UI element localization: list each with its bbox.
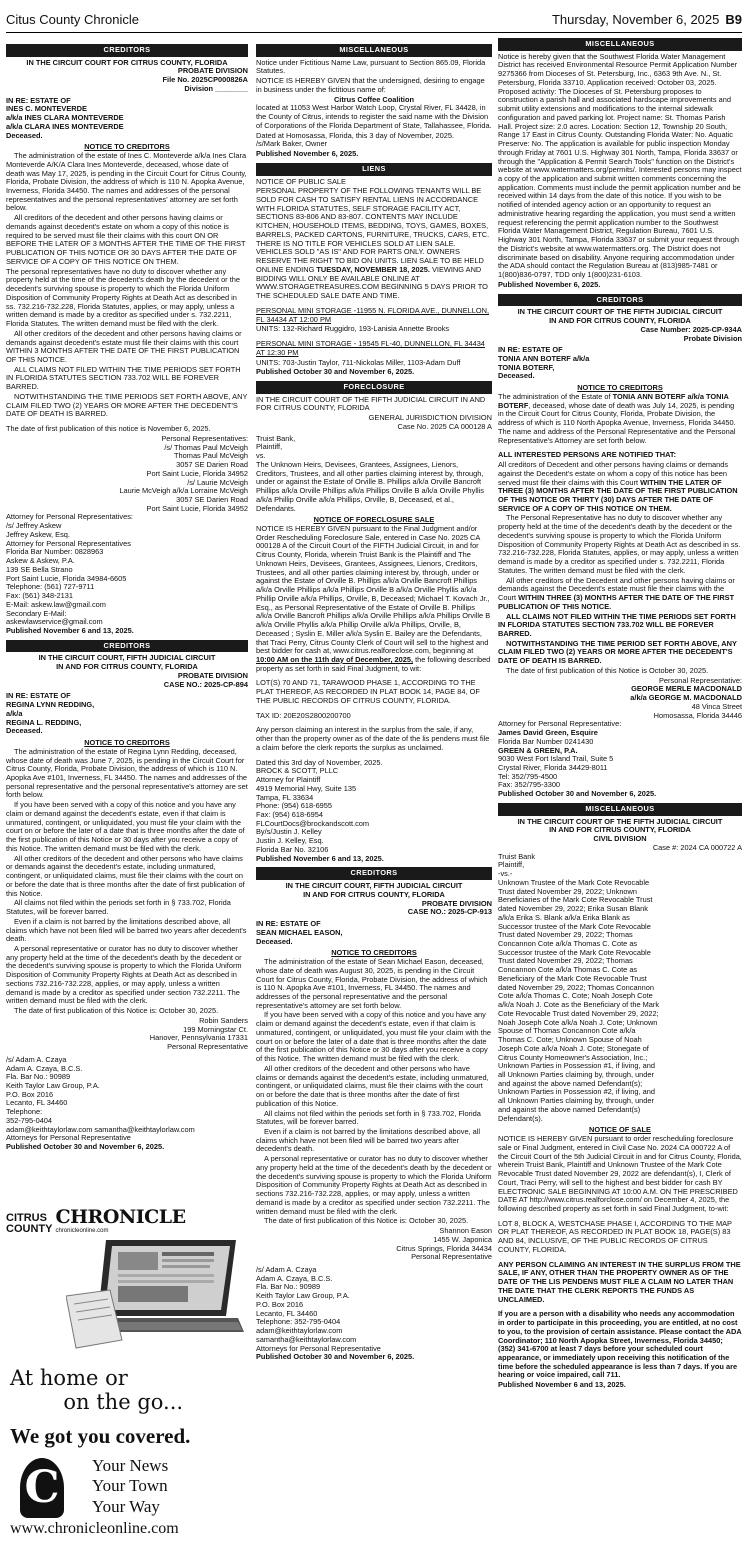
notice-paragraph: Notice under Fictitious Name Law, pursuant to Section 865.09, Florida Statutes. xyxy=(256,57,486,76)
notice-paragraph: If you have been served with a copy of this notice and you have any claim or demand against the decedent's estate, even if that claim is unmatured, contingent, or unliquidated, you must file your claim with the court on or before the later of a date that is three months after the date of the first publication of this Notice or 30 days after you receive a copy of this Notice. The written demand must be filed with the clerk. xyxy=(6,800,245,853)
chronicle-logo xyxy=(6,1208,248,1234)
estate-caption: IN RE: ESTATE OF TONIA ANN BOTERF a/k/a TONIA BOTERF, Deceased. xyxy=(498,345,590,381)
logo-url: chronicleonline.com xyxy=(55,1228,109,1234)
ad-taglines: Your News Your Town Your Way xyxy=(92,1456,169,1516)
court-heading: IN THE CIRCUIT COURT, FIFTH JUDICIAL CIRCUIT IN AND FOR CITRUS COUNTY, FLORIDA xyxy=(38,653,216,672)
published-line: Published November 6, 2025. xyxy=(498,279,601,289)
attorney-block: Attorney for Personal Representatives: /s/ Jeffrey Askew Jeffrey Askew, Esq. Attorney for Personal Representatives Florida Bar Number: 0828963 Askew & Askew, P.A. 139 SE Bella Strano Port Saint Lucie, Florida 34984-6605 Telephone: (561) 727-9711 Fax: (561) 348-2131 E-Mail: askew.law@gmail.com Secondary E-Mail: askewlawservice@gmail.com xyxy=(6,512,133,627)
notice-title: NOTICE TO CREDITORS xyxy=(84,142,170,152)
section-bar-foreclosure: FORECLOSURE xyxy=(256,381,492,394)
notice-paragraph: The date of first publication of this Notice is: October 30, 2025. xyxy=(264,1216,469,1226)
sale-date: TUESDAY, NOVEMBER 18, 2025. xyxy=(316,264,430,274)
case-number: Case Number: 2025-CP-934A Probate Division xyxy=(640,324,742,343)
signature-block: Robin Sanders 199 Morningstar Ct. Hanover, Pennsylvania 17331 Personal Representative xyxy=(149,1015,248,1052)
logo-wordmark: CHRONICLE xyxy=(55,1208,186,1228)
sale-date: 10:00 AM on the 11th day of December, 2025, xyxy=(256,655,414,664)
storage-units: UNITS: 703-Justin Taylor, 711-Nickolas Miller, 1103-Adam Duff xyxy=(256,357,461,367)
notice-paragraph: located at 11053 West Harbor Watch Loop, Crystal River, FL 34428, in the County of Citrus, intends to register the said name with the Division of Corporations of the Florida Department of State, Tallahassee, Florida. xyxy=(256,103,492,130)
notice-paragraph: A personal representative or curator has no duty to discover whether any property held at the time of the decedent's death by the decedent or the decedent's surviving spouse is property to which the Florida Uniform Disposition of Community Property Rights at Death Act as described in sections 732.216-732.228, applies, or may apply, unless a written demand is made by a creditor as specified under section 732.2211. The written demand must be filed with the clerk. xyxy=(256,1154,492,1216)
fictitious-name: Citrus Coffee Coalition xyxy=(333,94,415,104)
notice-title: NOTICE TO CREDITORS xyxy=(577,383,663,393)
notice-paragraph: All creditors of the decedent and other persons having claims or demands against decedent's estate on whom a copy of this notice is required to be served must file their claims with this court ON OR BEFORE THE LATER OF 3 MONTHS AFTER THE TIME OF THE FIRST PUBLICATION OF THIS NOTICE OR 30 DAYS AFTER THE DATE OF SERVICE OF A COPY OF THIS NOTICE ON THEM. xyxy=(6,213,246,266)
court-heading: IN THE CIRCUIT COURT OF THE FIFTH JUDICIAL CIRCUIT IN AND FOR CITRUS COUNTY, FLORIDA CIVIL DIVISION xyxy=(517,816,723,844)
sale-text-cont: the following described property as set forth in said Final Judgment, to wit: xyxy=(256,655,491,673)
storage-location: PERSONAL MINI STORAGE -11955 N. FLORIDA AVE., DUNNELLON, FL 34434 AT 12:00 PM xyxy=(256,305,490,324)
notice-subheading: ALL INTERESTED PERSONS ARE NOTIFIED THAT: xyxy=(498,450,677,460)
legal-description: LOT(S) 70 AND 71, TARAWOOD PHASE 1, ACCORDING TO THE PLAT THEREOF, AS RECORDED IN PLAT BOOK 14, PAGE 84, OF THE PUBLIC RECORDS OF CITRUS COUNTY, FLORIDA. xyxy=(256,678,480,705)
division: PROBATE DIVISION xyxy=(421,898,492,908)
signature-name: GEORGE MERLE MACDONALD a/k/a GEORGE M. MACDONALD xyxy=(630,684,742,703)
logo-county: CITRUS COUNTY xyxy=(6,1212,53,1235)
notice-paragraph: The administration of the estate of Ines C. Monteverde a/k/a Ines Clara Monteverde A/K/A Clara Ines Monteverde, deceased, whose date of death was May 17, 2025, is pending in the Circuit Court for Citrus County, Florida, Probate Division, the address of which is 110 N. Apopka Avenue, Inverness, Florida 34450. The names and addresses of the personal representatives and the personal representatives' attorney are set forth below. xyxy=(6,151,247,213)
laptop-illustration xyxy=(66,1236,246,1356)
court-heading: IN THE CIRCUIT COURT FOR CITRUS COUNTY, FLORIDA xyxy=(26,57,228,67)
published-line: Published October 30 and November 6, 2025. xyxy=(6,1142,165,1152)
notice-paragraph: The personal representatives have no duty to discover whether any property held at the time of the decedent's death by the decedent or the decedent's surviving spouse is property to which the Florida Uniform Disposition of Community Property Rights at Death Act as described in ss. 732.216-732.228, Florida Statutes, applies, or may apply, unless a written demand is made by a creditor as specified under s. 732.2211, Florida Statutes. The written demand must be filed with the clerk. xyxy=(6,266,240,329)
notice-paragraph xyxy=(256,525,492,673)
law-firm: GREEN & GREEN, P.A. xyxy=(498,745,578,755)
division-line: Division ________ xyxy=(184,83,248,93)
signature-label: Personal Representative: xyxy=(659,675,742,685)
column-3 xyxy=(498,38,742,1390)
legal-description: LOT 8, BLOCK A, WESTCHASE PHASE I, ACCORDING TO THE MAP OR PLAT THEREOF, AS RECORDED IN PLAT BOOK 18, PAGE(S) 83 AND 84, INCLUSIVE, OF THE PUBLIC RECORDS OF CITRUS COUNTY, FLORIDA. xyxy=(498,1218,732,1254)
section-bar-creditors: CREDITORS xyxy=(498,294,742,307)
sale-text: NOTICE IS HEREBY GIVEN pursuant to the Final Judgment and/or Order Rescheduling Foreclosure Sale, entered in Case No. 2025 CA 000128 A of the Circuit Court of the FIFTH Judicial Circuit, in and for Citrus County, Florida, wherein Truist Bank is the Plaintiff and The Unknown Heirs, Devisees, Grantees, Assignees, Lienors, Creditors, Trustees, and all other parties claiming interest by, through, under or against the Estate of Orville B. Phillips a/k/a Orville Bancroft Phillips a/k/a Orville Phillips a/k/a Phillips Orville B a/k/a Orville Phyllis a/k/a Phillip Orville a/k/a Phillips, Orville, B, Deceased; Michael T. Kovach Jr., Esq., as Personal Representative of the Estate of Orville B. Phillips a/k/a Orville Bancroft Phillips a/k/a Orville Phillips a/k/a Phillips Orville B a/k/a Orville Phyllis a/k/a Phillip Orville a/k/a Phillips, Orville, B, Deceased ; Syslin E. Miller a/k/a Syslin E. Bailey are the Defendants, that Traci Perry, Citrus County Clerk of Court will sell to the highest and best bidder for cash at, www.citrus.realforeclose.com, beginning at xyxy=(256,523,491,656)
notice-paragraph: All other creditors of the decedent and other persons who have claims or demands against the decedent's estate, including unmatured, contingent, or unliquidated claims, must file their claims with the court on or before the date that is three months after the date of first publication of this Notice. xyxy=(6,853,245,898)
notice-paragraph xyxy=(498,461,742,513)
decedent-name: TONIA ANN BOTERF a/k/a TONIA BOTERF xyxy=(498,391,729,410)
notice-paragraph: All other creditors of the decedent and other persons having claims or demands against decedent's estate must file their claims with this court WITHIN 3 MONTHS AFTER THE DATE OF THE FIRST PUBLICATION OF THIS NOTICE. xyxy=(6,328,242,364)
published-line: Published October 30 and November 6, 2025. xyxy=(498,789,657,799)
notice-paragraph: NOTWITHSTANDING THE TIME PERIOD SET FORTH ABOVE, ANY CLAIM FILED TWO (2) YEARS OR MORE AFTER THE DECEDENT'S DATE OF DEATH IS BARRED. xyxy=(498,638,737,666)
text-run: All other creditors of the Decedent and other persons having claims or demands against the Decedent's estate must file their claims with the Court xyxy=(498,575,735,603)
defendants: The Unknown Heirs, Devisees, Grantees, Assignees, Lienors, Creditors, Trustees, and all other parties claiming interest by, through, under or against the Estate of Orville B. Phillips a/k/a Orville Bancroft Phillips a/k/a Orville Phillips a/k/a Phillips Orville B a/k/a Orville Phyllis a/k/a Phillip Orville a/k/a Phillips, Orville, B, Deceased, et al., Defendants. xyxy=(256,459,484,513)
section-bar-miscellaneous: MISCELLANEOUS xyxy=(498,803,742,816)
section-bar-liens: LIENS xyxy=(256,163,492,176)
notice-paragraph: Even if a claim is not barred by the limitations described above, all claims which have not been filed will be barred two years after decedent's death. xyxy=(6,916,247,944)
storage-units: UNITS: 132-Richard Ruggidro, 193-Lanisia Annette Brooks xyxy=(256,324,450,334)
notice-title: NOTICE OF FORECLOSURE SALE xyxy=(313,515,435,525)
court-heading: IN THE CIRCUIT COURT, FIFTH JUDICIAL CIRCUIT IN AND FOR CITRUS COUNTY, FLORIDA xyxy=(285,881,463,899)
issue-date: Thursday, November 6, 2025 xyxy=(551,11,720,27)
attorney-block: Dated this 3rd day of November, 2025. BROCK & SCOTT, PLLC Attorney for Plaintiff 4919 Memorial Hwy, Suite 135 Tampa, FL 33634 Phone: (954) 618-6955 Fax: (954) 618-6954 FLCourtDocs@brockandscott.com By/s/Justin J. Kelley Justin J. Kelley, Esq. Florida Bar No. 32106 xyxy=(256,757,383,854)
notice-paragraph: NOTICE IS HEREBY GIVEN pursuant to order rescheduling foreclosure sale or Final Judgment, entered in Civil Case No. 2024 CA 000722 A of the Circuit Court of the 5th Judicial Circuit in and for Citrus County, Florida, wherein Truist Bank, Plaintiff and Unknown Trustee of the Mark Cote Revocable Trust dated November 29, 2022 are defendant(s), I, Clerk of Court, Traci Perry, will sell to the highest and best bidder for cash BY ELECTRONIC SALE BEGINNING AT 10:00 A.M. ON THE PRESCRIBED DATE AT http://www.citrus.realforclose.com/ on December 4, 2025, the following described property as set forth in said Final Judgment, to-wit: xyxy=(498,1134,742,1213)
notice-title: NOTICE TO CREDITORS xyxy=(84,738,170,748)
case-number: Case #: 2024 CA 000722 A xyxy=(652,842,742,852)
attorney-name: James David Green, Esquire xyxy=(498,728,598,738)
signature-address: 48 Vinca Street Homosassa, Florida 34446 xyxy=(653,701,742,720)
notice-paragraph: The administration of the estate of Regina Lynn Redding, deceased, whose date of death was June 7, 2025, is pending in the Circuit Court for Citrus County, Florida, Probate Division, the address of which is 110 N. Apopka Ave #101, Inverness, FL 34450. The names and addresses of the personal representative and the personal representative's attorney are set forth below. xyxy=(6,746,248,800)
sale-text-cont: VIEWING AND BIDDING WILL ONLY BE AVAILABLE ONLINE AT WWW.STORAGETREASURES.COM BEGINNING 5 DAYS PRIOR TO THE SCHEDULED SALE DATE AND TIME. xyxy=(256,264,488,301)
paper-name: Citus County Chronicle xyxy=(6,11,139,27)
signature-block: Shannon Eason 1455 W. Japonica Citrus Springs, Florida 34434 Personal Representative xyxy=(396,1226,492,1262)
notice-paragraph: The date of first publication of this Notice is: October 30, 2025. xyxy=(14,1006,219,1016)
emphasis-run: WITHIN THREE (3) MONTHS AFTER THE DATE OF THE FIRST PUBLICATION OF THIS NOTICE. xyxy=(498,593,735,611)
surplus-notice: ANY PERSON CLAIMING AN INTEREST IN THE SURPLUS FROM THE SALE, IF ANY, OTHER THAN THE PROPERTY OWNER AS OF THE DATE OF THE LIS PENDENS MUST FILE A CLAIM NO LATER THAN THE DATE THAT THE CLERK REPORTS THE FUNDS AS UNCLAIMED. xyxy=(498,1259,741,1304)
attorney-bar: Florida Bar Number 0241430 xyxy=(498,736,594,746)
signature-block: Personal Representatives: /s/ Thomas Paul McVeigh Thomas Paul McVeigh 3057 SE Darien Road Port Saint Lucie, Florida 34952 /s/ Laurie McVeigh Laurie McVeigh a/k/a Lorraine McVeigh 3057 SE Darien Road Port Saint Lucie, Florida 34952 xyxy=(119,433,248,513)
publication-date-note: The date of first publication of this notice is November 6, 2025. xyxy=(6,424,211,434)
notice-paragraph xyxy=(498,393,742,445)
tax-id: TAX ID: 20E20S2800200700 xyxy=(256,710,351,720)
section-bar-miscellaneous: MISCELLANEOUS xyxy=(256,44,492,57)
parties: Truist Bank Plaintiff, -vs.- xyxy=(498,851,536,879)
notice-paragraph: Notice is hereby given that the Southwest Florida Water Management District has received Environmental Resource Permit Application Number 9275366 from Dioceses of St. Petersburg, Inc., 6363 9th Ave. N., St. Petersburg, Florida 33710. Application received: October 03, 2025. Proposed activity: The Dioceses of St. Petersburg proposes to construction a parish hall and associated hardscape improvements and submit utility extensions and modifications to the internal sidewalk configuration and paved parking lot. Project name: St. Thomas Parish Hall. Project size: 2.0 acres. Location: Section 12, Township 20 South, Range 17 East in Citrus County. Outstanding Florida Water: No. Aquatic Preserve: No. The application is available for public inspection Monday through Friday at 7601 U.S. Highway 301 North, Tampa, Florida 33637 or through the "Application & Permit Search Tools" function on the District's website at www.watermatters.org/permits/. Interested persons may inspect a copy of the application and submit written comments concerning the application. Comments must include the permit application number and be received within 14 days from the date of this notice. If you wish to be notified of intended agency action or an opportunity to request an administrative hearing regarding the application, you must send a written request referencing the permit application number to the Southwest Florida Water Management District, Regulation Bureau, 7601 U.S. Highway 301 North, Tampa, Florida 33637 or submit your request through the District's website at www.watermatters.org. The District does not discriminate based on disability. Anyone requiring accommodation under the ADA should contact the Regulation Bureau at (813)985-7481 or 1(800)836-0797, TDD only 1(800)231-6103. xyxy=(498,51,742,280)
notice-paragraph: All claims not filed within the periods set forth in § 733.702, Florida Statutes, will be forever barred. xyxy=(256,1108,481,1127)
ad-website[interactable]: www.chronicleonline.com xyxy=(10,1520,179,1537)
published-line: Published November 6 and 13, 2025. xyxy=(498,1380,626,1390)
text-run: The administration of the Estate of xyxy=(498,391,613,401)
section-bar-miscellaneous: MISCELLANEOUS xyxy=(498,38,742,51)
page-header xyxy=(6,6,742,33)
case-number: CASE NO.: 2025-CP-913 xyxy=(407,907,492,917)
page-number: B9 xyxy=(725,11,742,27)
slogan-home: At home or on the go... xyxy=(10,1366,184,1415)
notice-paragraph: Even if a claim is not barred by the limitations described above, all claims which have not been filed will be barred two years after decedent's death. xyxy=(256,1126,481,1154)
column-2 xyxy=(256,44,492,1362)
notice-paragraph: ALL CLAIMS NOT FILED WITHIN THE TIME PERIODS SET FORTH IN FLORIDA STATUTES SECTION 733.702 WILL BE FOREVER BARRED. xyxy=(6,364,241,392)
published-line: Published October 30 and November 6, 2025. xyxy=(256,367,415,377)
notice-paragraph xyxy=(256,187,492,301)
notice-paragraph: The Personal Representative has no duty to discover whether any property held at the time of the decedent's death by the decedent or the decedent's surviving spouse is property to which the Florida Uniform Disposition of Community Property Rights at Death Act as described in ss. 732.216-732.228, Florida Statutes, applies, or may apply, unless a written demand is made by a creditor as specified under s. 732.2211, Florida Statutes. The written demand must be filed with the clerk. xyxy=(498,513,741,575)
sale-text: PERSONAL PROPERTY OF THE FOLLOWING TENANTS WILL BE SOLD FOR CASH TO SATISFY RENTAL LIENS IN ACCORDANCE WITH FLORIDA STATUTES, SELF STORAGE FACILITY ACT, SECTIONS 83-806 AND 83-807. CONTENTS MAY INCLUDE KITCHEN, HOUSEHOLD ITEMS, BEDDING, TOYS, GAMES, BOXES, BARRELS, PACKED CARTONS, FURNITURE, TRUCKS, CARS, ETC. THERE IS NO TITLE FOR VEHICLES SOLD AT LIEN SALE. VEHICLES SOLD "AS IS" AND FOR PARTS ONLY. OWNERS RESERVE THE RIGHT TO BID ON UNITS. LIEN SALE TO BE HELD ONLINE ENDING xyxy=(256,186,490,274)
attorney-block: /s/ Adam A. Czaya Adam A. Czaya, B.C.S. Fla. Bar No.: 90989 Keith Taylor Law Group, P.A. P.O. Box 2016 Lecanto, FL 34460 Telephone: 352-795-0404 adam@keithtaylorlaw.com samantha@keithtaylorlaw.com Attorneys for Personal Representative xyxy=(6,1054,195,1143)
parties: Truist Bank, Plaintiff, vs. xyxy=(256,433,296,461)
notice-paragraph xyxy=(498,577,742,612)
estate-caption: IN RE: ESTATE OF SEAN MICHAEL EASON, Deceased. xyxy=(256,919,343,946)
division: PROBATE DIVISION xyxy=(177,66,248,76)
case-number: GENERAL JURISDICTION DIVISION Case No. 2025 CA 000128 A xyxy=(368,413,492,431)
division: PROBATE DIVISION xyxy=(177,670,248,680)
text-run: , deceased, whose date of death was July 14, 2025, is pending in the Circuit Court for Citrus County, Florida, Probate Division, the address of which is 110 North Apopka Avenue, Inverness, Florida 34450. The name and address of the Personal Representative and the Personal Representative's Attorney are set forth below. xyxy=(498,400,736,445)
section-bar-creditors: CREDITORS xyxy=(256,867,492,880)
notice-title: NOTICE OF SALE xyxy=(588,1125,651,1135)
notice-paragraph: NOTICE IS HEREBY GIVEN that the undersigned, desiring to engage in business under the fictitious name of: xyxy=(256,76,485,94)
published-line: Published November 6 and 13, 2025. xyxy=(6,626,134,635)
notice-paragraph: All other creditors of the decedent and other persons who have claims or demands against the decedent's estate, including unmatured, contingent, or unliquidated claims, must file their claims with the court on or before the date that is three months after the date of first publication of this Notice. xyxy=(256,1063,489,1108)
published-line: Published November 6 and 13, 2025. xyxy=(256,853,384,863)
chronicle-advertisement xyxy=(6,1208,248,1540)
text-run: All creditors of Decedent and other persons having claims or demands against the Decedent's estate on whom a copy of this notice has been served must file their claims with this Court xyxy=(498,460,729,487)
estate-caption: IN RE: ESTATE OF INES C. MONTEVERDE a/k/a INES CLARA MONTEVERDE a/k/a CLARA INES MONTEVERDE Deceased. xyxy=(6,95,124,140)
case-number: CASE NO.: 2025-CP-894 xyxy=(163,679,248,689)
section-bar-creditors: CREDITORS xyxy=(6,640,248,653)
notice-heading: NOTICE OF PUBLIC SALE xyxy=(256,176,346,186)
column-1 xyxy=(6,44,248,1152)
file-number: File No. 2025CP000826A xyxy=(162,75,248,85)
notice-paragraph: A personal representative or curator has no duty to discover whether any property held at the time of the decedent's death by the decedent or the decedent's surviving spouse is property to which the Florida Uniform Disposition of Community Property Rights at Death Act as described in sections 732.216-732.228, applies, or may apply, unless a written demand is made by a creditor as specified under section 732.2211. The written demand must be filed with the clerk. xyxy=(6,943,242,1006)
notice-paragraph: The administration of the estate of Sean Michael Eason, deceased, whose date of death was August 30, 2025, is pending in the Circuit Court for Citrus County, Florida, Probate Division, the address of which is 110 N. Apopka Ave #101, Inverness, FL 34450. The names and addresses of the personal representative and the personal representative's attorney are set forth below. xyxy=(256,957,488,1010)
published-line: Published November 6, 2025. xyxy=(256,149,359,159)
notice-title: NOTICE TO CREDITORS xyxy=(331,948,417,958)
attorney-block: /s/ Adam A. Czaya Adam A. Czaya, B.C.S. Fla. Bar No.: 90989 Keith Taylor Law Group, P.A. P.O. Box 2016 Lecanto, FL 34460 Telephone: 352-795-0404 adam@keithtaylorlaw.com samantha@keithtaylorlaw.com Attorneys for Personal Representative xyxy=(256,1265,381,1353)
attorney-address: 9030 West Fort Island Trail, Suite 5 Crystal River, Florida 34429-8011 Tel: 352/795-4500 Fax: 352/795-3300 xyxy=(498,754,614,790)
attorney-label: Attorney for Personal Representative: xyxy=(498,719,622,729)
storage-location: PERSONAL MINI STORAGE - 19545 FL-40, DUNNELLON, FL 34434 AT 12:30 PM xyxy=(256,339,485,357)
notice-paragraph: NOTWITHSTANDING THE TIME PERIODS SET FORTH ABOVE, ANY CLAIM FILED TWO (2) YEARS OR MORE AFTER THE DECEDENT'S DATE OF DEATH IS BARRED. xyxy=(6,391,248,419)
notice-paragraph: If you have been served with a copy of this notice and you have any claim or demand against the decedent's estate, even if that claim is unmatured, contingent, or unliquidated, you must file your claim with the court on or before the later of a date that is three months after the date of the first publication of this Notice or 30 days after you receive a copy of this Notice. The written demand must be filed with the clerk. xyxy=(256,1010,491,1064)
ada-notice: If you are a person with a disability who needs any accommodation in order to participate in this proceeding, you are entitled, at no cost to you, to the provision of certain assistance. Please contact the ADA Coordinator; 110 North Apopka Street, Inverness, Florida 34450; (352) 341-6700 at least 7 days before your scheduled court appearance, or immediately upon receiving this notification of the time before the scheduled appearance is less than 7 days. If you are hearing or voice impaired, call 711. xyxy=(498,1309,742,1380)
section-bar-creditors: CREDITORS xyxy=(6,44,248,57)
published-line: Published October 30 and November 6, 2025. xyxy=(256,1352,415,1362)
header-right xyxy=(552,12,742,27)
c-logo-badge: C xyxy=(20,1458,64,1518)
slogan-covered: We got you covered. xyxy=(10,1424,191,1448)
court-heading: IN THE CIRCUIT COURT OF THE FIFTH JUDICIAL CIRCUIT IN AND FOR CITRUS COUNTY, FLORIDA xyxy=(256,394,486,413)
notice-paragraph: Dated at Homosassa, Florida, this 3 day of November, 2025. /s/Mark Baker, Owner xyxy=(256,130,455,149)
defendants: Unknown Trustee of the Mark Cote Revocable Trust dated November 29, 2022; Unknown Beneficiaries of the Mark Cote Revocable Trust dated November 29, 2022; Erika Susan Blank a/k/a Erika S. Blank a/k/a Erika Blank as Successor trustee of the Mark Cote Revocable Trust dated November 29, 2022; Thomas Concannon Cote a/k/a Thomas C. Cote as Successor trustee of the Mark Cote Revocable Trust dated November 29, 2022; Thomas Concannon Cote a/k/a Thomas C. Cote as Beneficiary of the Mark Cote Revocable Trust dated November 29, 2022; Thomas Concannon Cote a/k/a Thomas C. Cote; Noah Joseph Cote a/k/a Noah J. Cote as the Beneficiary of the Mark Cote Revocable Trust dated November 29, 2022; Noah Joseph Cote a/k/a Noah J. Cote; Unknown Spouse of Thomas Concannon Cote a/k/a Thomas C. Cote; Unknown Spouse of Noah Joseph Cote a/k/a Noah J. Cote; Stonegate of Citrus County Homeowner's Association, Inc.; Unknown Parties in Possession #1, if living, and all Unknown Parties claiming by, through, under and against the above named Defendant(s); Unknown Parties in Possession #2, if living, and all Unknown Parties claiming by, through, under and against the above named Defendant(s) Defendant(s). xyxy=(498,877,660,1123)
court-heading: IN THE CIRCUIT COURT OF THE FIFTH JUDICIAL CIRCUIT IN AND FOR CITRUS COUNTY, FLORIDA xyxy=(517,307,723,326)
estate-caption: IN RE: ESTATE OF REGINA LYNN REDDING, a/k/a REGINA L. REDDING, Deceased. xyxy=(6,691,95,736)
notice-paragraph: The date of first publication of this Notice is October 30, 2025. xyxy=(506,665,709,675)
notice-paragraph: ALL CLAIMS NOT FILED WITHIN THE TIME PERIODS SET FORTH IN FLORIDA STATUTES SECTION 733.702 WILL BE FOREVER BARRED. xyxy=(498,611,736,638)
notice-paragraph: All claims not filed within the periods set forth in § 733.702, Florida Statutes, will be forever barred. xyxy=(6,898,231,917)
emphasis-run: WITHIN THE LATER OF THREE (3) MONTHS AFTER THE DATE OF THE FIRST PUBLICATION OF THIS NOTICE OR THIRTY (30) DAYS AFTER THE DATE OF SERVICE OF A COPY OF THIS NOTICE ON THEM. xyxy=(498,477,738,513)
notice-paragraph: Any person claiming an interest in the surplus from the sale, if any, other than the property owner as of the date of the lis pendens must file a claim before the clerk reports the surplus as unclaimed. xyxy=(256,725,490,752)
